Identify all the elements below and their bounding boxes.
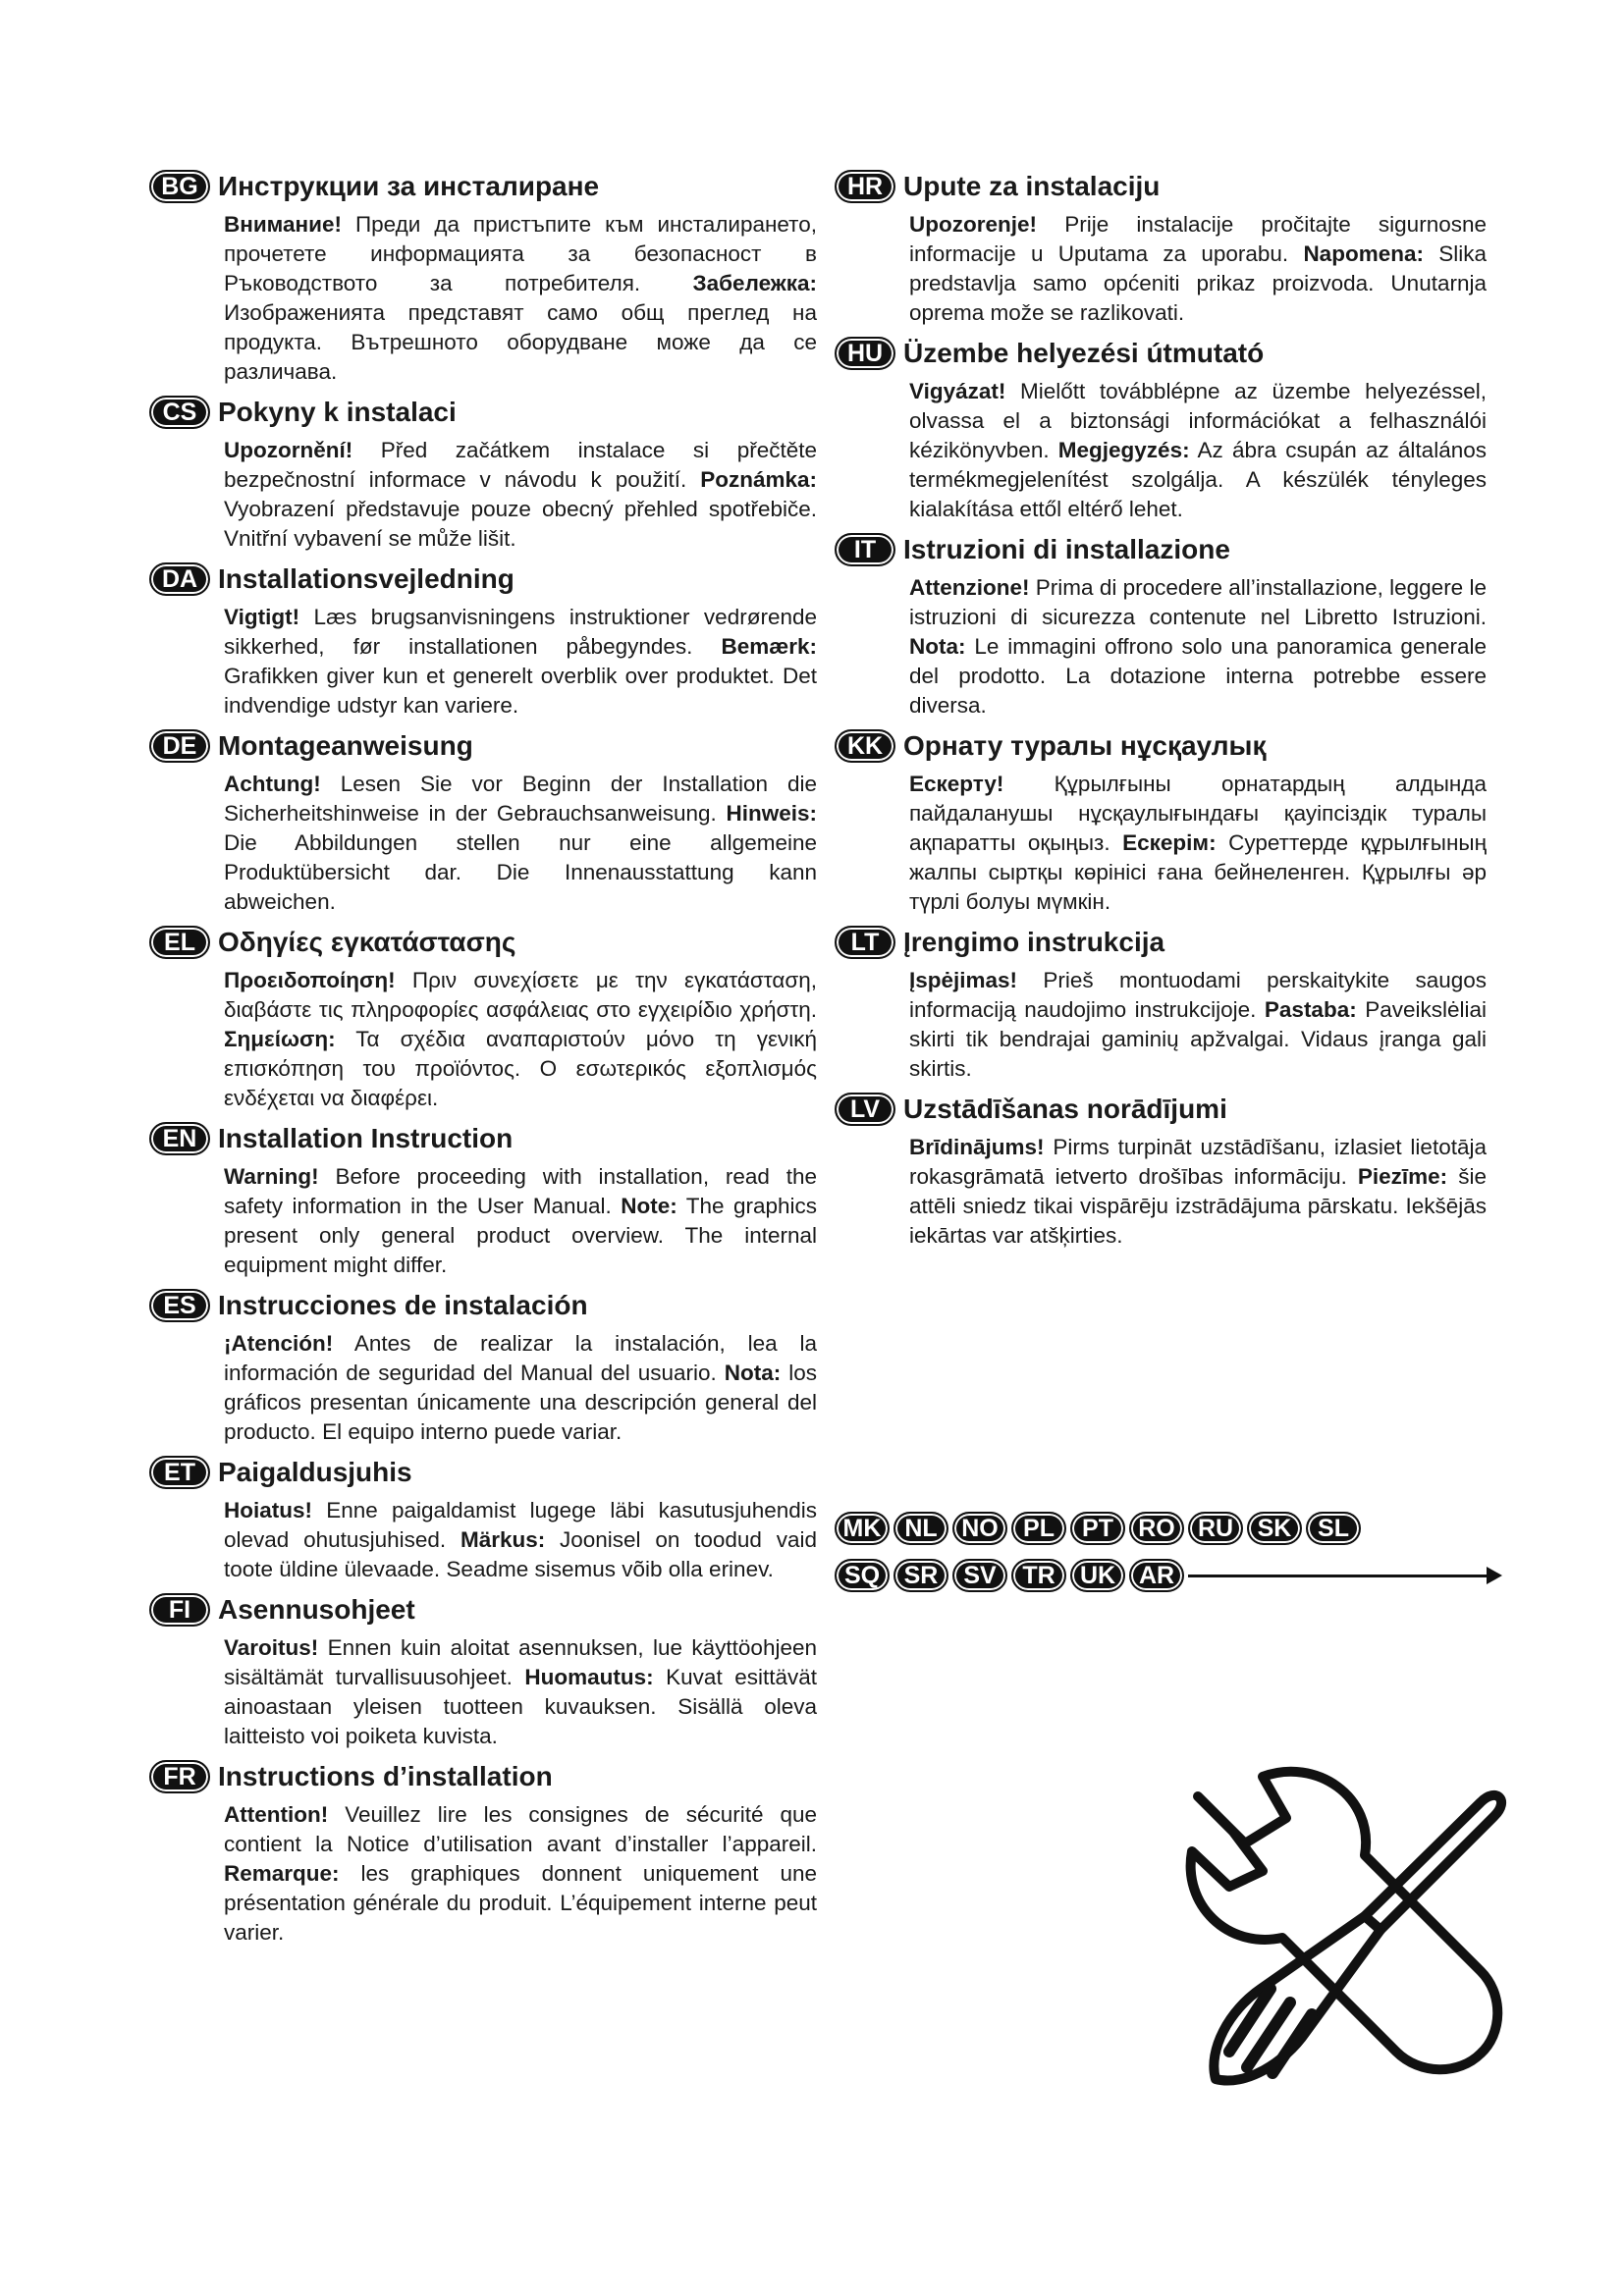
language-code-badge: UK (1070, 1559, 1125, 1592)
section-it (835, 532, 1487, 721)
body-text: Prije instalacije pročitajte sigurnosne informacije u Uputama za uporabu. (909, 212, 1487, 266)
body-text: Суреттерде құрылғының жалпы сыртқы көрінісі ғана бейнеленген. Құрылғы әр түрлі болуы мүмкін. (909, 830, 1487, 914)
body-text: los gráficos presentan únicamente una descripción general del producto. El equipo interno puede variar. (224, 1361, 817, 1444)
language-code-badge: SQ (835, 1559, 890, 1592)
bold-label: Megjegyzés: (1057, 438, 1190, 462)
language-code-badge: MK (835, 1512, 890, 1545)
language-code-badge: ES (149, 1289, 210, 1322)
section-hr (835, 169, 1487, 328)
language-code-badge: SL (1306, 1512, 1361, 1545)
section-header (149, 728, 817, 764)
body-text: Prima di procedere all’installazione, leggere le istruzioni di sicurezza contenute nel Libretto Istruzioni. (909, 575, 1487, 629)
body-text: Veuillez lire les consignes de sécurité que contient la Notice d’utilisation avant d’installer l’appareil. (224, 1802, 817, 1856)
section-body (909, 377, 1487, 524)
bold-label: Σημείωση: (224, 1027, 336, 1051)
wrench-shape (1191, 1772, 1498, 2069)
bold-label: Attenzione! (909, 575, 1030, 600)
section-fi (149, 1592, 817, 1751)
section-title: Installationsvejledning (218, 563, 514, 594)
section-body (909, 573, 1487, 721)
section-header (149, 1592, 817, 1628)
section-title: Paigaldusjuhis (218, 1457, 412, 1487)
bold-label: Забележка: (692, 271, 817, 295)
language-code-badge: SK (1247, 1512, 1302, 1545)
section-header (835, 169, 1487, 204)
arrow-right-icon (1188, 1575, 1489, 1577)
body-text: Læs brugsanvisningens instruktioner vedrørende sikkerhed, før installationen påbegyndes. (224, 605, 817, 659)
section-body (224, 1162, 817, 1280)
section-body (224, 210, 817, 387)
body-text: Kuvat esittävät ainoastaan yleisen tuotteen kuvauksen. Sisällä oleva laitteisto voi poiketa kuvista. (224, 1665, 817, 1748)
bold-label: Ескерту! (909, 772, 1004, 796)
body-text: les graphiques donnent uniquement une présentation générale du produit. L’équipement interne peut varier. (224, 1861, 817, 1945)
bold-label: Achtung! (224, 772, 321, 796)
section-header (835, 925, 1487, 960)
section-body (909, 210, 1487, 328)
body-text: Antes de realizar la instalación, lea la información de seguridad del Manual del usuario. (224, 1331, 817, 1385)
body-text: Az ábra csupán az általános termékmegjelenítést szolgálja. A készülék tényleges kialakítása ettől eltérő lehet. (909, 438, 1487, 521)
section-lt (835, 925, 1487, 1084)
other-language-codes (835, 1507, 1502, 1601)
section-header (149, 561, 817, 597)
section-title: Instructions d’installation (218, 1761, 553, 1791)
section-title: Istruzioni di installazione (903, 534, 1230, 564)
language-code-badge: RO (1129, 1512, 1184, 1545)
section-es (149, 1288, 817, 1447)
language-code-badge: HR (835, 170, 895, 203)
bold-label: Warning! (224, 1164, 319, 1189)
section-header (149, 1759, 817, 1794)
language-code-badge: KK (835, 729, 895, 763)
body-text: Pirms turpināt uzstādīšanu, izlasiet lietotāja rokasgrāmatā ietverto drošības informāciju. (909, 1135, 1487, 1189)
body-text: Enne paigaldamist lugege läbi kasutusjuhendis olevad ohutusjuhised. (224, 1498, 817, 1552)
section-title: Üzembe helyezési útmutató (903, 338, 1265, 368)
section-title: Орнату туралы нұсқаулық (903, 730, 1267, 761)
bold-label: Įspėjimas! (909, 968, 1018, 992)
bold-label: Poznámka: (700, 467, 817, 492)
language-code-badge: PL (1011, 1512, 1066, 1545)
section-body (224, 770, 817, 917)
body-text: Τα σχέδια αναπαριστούν μόνο τη γενική επισκόπηση του προϊόντος. Ο εσωτερικός εξοπλισμός ενδέχεται να διαφέρει. (224, 1027, 817, 1110)
section-header (835, 336, 1487, 371)
language-code-badge: SR (893, 1559, 948, 1592)
body-text: Mielőtt továbblépne az üzembe helyezéssel, olvassa el a biztonsági információkat a felhasználói kézikönyvben. (909, 379, 1487, 462)
body-text: The graphics present only general product overview. The internal equipment might differ. (224, 1194, 817, 1277)
section-title: Montageanweisung (218, 730, 473, 761)
body-text: Joonisel on toodud vaid toote üldine ülevaade. Seadme sisemus võib olla erinev. (224, 1527, 817, 1581)
body-text: Изображенията представят само общ преглед на продукта. Вътрешното оборудване може да се различава. (224, 300, 817, 384)
section-header (149, 1288, 817, 1323)
section-title: Įrengimo instrukcija (903, 927, 1165, 957)
section-title: Instrucciones de instalación (218, 1290, 588, 1320)
body-text: Құрылғыны орнатардың алдында пайдаланушы нұсқаулығындағы қауіпсіздік туралы ақпаратты оқыңыз. (909, 772, 1487, 855)
body-text: Vyobrazení představuje pouze obecný přehled spotřebiče. Vnitřní vybavení se může lišit. (224, 497, 817, 551)
section-header (149, 169, 817, 204)
bold-label: Ескерім: (1122, 830, 1217, 855)
language-code-badge: EL (149, 926, 210, 959)
section-da (149, 561, 817, 721)
section-body (224, 1496, 817, 1584)
screwdriver-handle (1214, 1916, 1380, 2081)
section-header (149, 1121, 817, 1156)
language-code-row-1 (835, 1507, 1502, 1550)
section-header (149, 395, 817, 430)
section-body (224, 1633, 817, 1751)
body-text: Die Abbildungen stellen nur eine allgemeine Produktübersicht dar. Die Innenausstattung kann abweichen. (224, 830, 817, 914)
section-header (149, 1455, 817, 1490)
bold-label: Note: (621, 1194, 677, 1218)
body-text: Le immagini offrono solo una panoramica generale del prodotto. La dotazione interna potrebbe essere diversa. (909, 634, 1487, 718)
bold-label: Nota: (724, 1361, 782, 1385)
language-code-badge: SV (952, 1559, 1007, 1592)
section-header (835, 532, 1487, 567)
language-code-badge: TR (1011, 1559, 1066, 1592)
bold-label: Remarque: (224, 1861, 340, 1886)
bold-label: Vigyázat! (909, 379, 1006, 403)
bold-label: Pastaba: (1264, 997, 1357, 1022)
body-text: Ennen kuin aloitat asennuksen, lue käyttöohjeen sisältämät turvallisuusohjeet. (224, 1635, 817, 1689)
bold-label: Huomautus: (524, 1665, 654, 1689)
body-text: Lesen Sie vor Beginn der Installation die Sicherheitshinweise in der Gebrauchsanweisung. (224, 772, 817, 826)
language-code-badge: BG (149, 170, 210, 203)
bold-label: Hinweis: (726, 801, 817, 826)
bold-label: Upozorenje! (909, 212, 1038, 237)
screwdriver-shaft (1365, 1795, 1501, 1930)
section-body (224, 603, 817, 721)
language-code-badge: DE (149, 729, 210, 763)
wrench-screwdriver-icon (1168, 1757, 1512, 2130)
section-bg (149, 169, 817, 387)
language-code-badge: NO (952, 1512, 1007, 1545)
language-code-badge: LV (835, 1093, 895, 1126)
language-code-badge: HU (835, 337, 895, 370)
section-title: Upute za instalaciju (903, 171, 1161, 201)
section-lv (835, 1092, 1487, 1251)
bold-label: Προειδοποίηση! (224, 968, 396, 992)
section-title: Installation Instruction (218, 1123, 514, 1153)
bold-label: Napomena: (1303, 241, 1424, 266)
bold-label: Nota: (909, 634, 966, 659)
language-code-badge: LT (835, 926, 895, 959)
section-hu (835, 336, 1487, 524)
section-body (909, 966, 1487, 1084)
section-en (149, 1121, 817, 1280)
body-text: Před začátkem instalace si přečtěte bezpečnostní informace v návodu k použití. (224, 438, 817, 492)
section-body (909, 770, 1487, 917)
bold-label: ¡Atención! (224, 1331, 334, 1356)
section-body (224, 1800, 817, 1948)
section-body (224, 1329, 817, 1447)
body-text: Prieš montuodami perskaitykite saugos informaciją naudojimo instrukcijoje. (909, 968, 1487, 1022)
section-et (149, 1455, 817, 1584)
body-text: Before proceeding with installation, read the safety information in the User Manual. (224, 1164, 817, 1218)
language-code-badge: NL (893, 1512, 948, 1545)
section-title: Uzstādīšanas norādījumi (903, 1094, 1227, 1124)
body-text: Grafikken giver kun et generelt overblik over produktet. Det indvendige udstyr kan variere. (224, 664, 817, 718)
language-code-badge: FR (149, 1760, 210, 1793)
section-header (835, 1092, 1487, 1127)
language-code-badge: CS (149, 396, 210, 429)
body-text: šie attēli sniedz tikai vispārēju izstrādājuma pārskatu. Iekšējās iekārtas var atšķirties. (909, 1164, 1488, 1248)
section-title: Инструкции за инсталиране (218, 171, 600, 201)
language-code-row-2 (835, 1554, 1502, 1597)
section-el (149, 925, 817, 1113)
section-title: Οδηγίες εγκατάστασης (218, 927, 516, 957)
bold-label: Внимание! (224, 212, 342, 237)
bold-label: Varoitus! (224, 1635, 319, 1660)
section-kk (835, 728, 1487, 917)
section-body (909, 1133, 1487, 1251)
section-body (224, 966, 817, 1113)
bold-label: Bemærk: (721, 634, 817, 659)
language-code-badge: PT (1070, 1512, 1125, 1545)
bold-label: Vigtigt! (224, 605, 300, 629)
right-column (835, 169, 1487, 1258)
section-body (224, 436, 817, 554)
body-text: Paveikslėliai skirti tik bendrajai gaminių apžvalgai. Vidaus įranga gali skirtis. (909, 997, 1488, 1081)
language-code-badge: DA (149, 562, 210, 596)
section-fr (149, 1759, 817, 1948)
section-title: Pokyny k instalaci (218, 397, 457, 427)
language-code-badge: IT (835, 533, 895, 566)
language-code-badge: ET (149, 1456, 210, 1489)
body-text: Slika predstavlja samo općeniti prikaz proizvoda. Unutarnja oprema može se razlikovati. (909, 241, 1487, 325)
bold-label: Upozornění! (224, 438, 353, 462)
section-title: Asennusohjeet (218, 1594, 415, 1625)
language-code-badge: FI (149, 1593, 210, 1627)
body-text: Преди да пристъпите към инсталирането, прочетете информацията за безопасност в Ръководството за потребителя. (224, 212, 817, 295)
bold-label: Märkus: (460, 1527, 546, 1552)
language-code-badge: EN (149, 1122, 210, 1155)
language-code-badge: AR (1129, 1559, 1184, 1592)
body-text: Πριν συνεχίσετε με την εγκατάσταση, διαβάστε τις πληροφορίες ασφάλειας στο εγχειρίδιο χρήστη. (224, 968, 817, 1022)
language-code-badge: RU (1188, 1512, 1243, 1545)
left-column (149, 169, 817, 1955)
bold-label: Piezīme: (1357, 1164, 1448, 1189)
section-cs (149, 395, 817, 554)
section-header (149, 925, 817, 960)
bold-label: Attention! (224, 1802, 329, 1827)
bold-label: Hoiatus! (224, 1498, 312, 1522)
section-header (835, 728, 1487, 764)
bold-label: Brīdinājums! (909, 1135, 1045, 1159)
section-de (149, 728, 817, 917)
